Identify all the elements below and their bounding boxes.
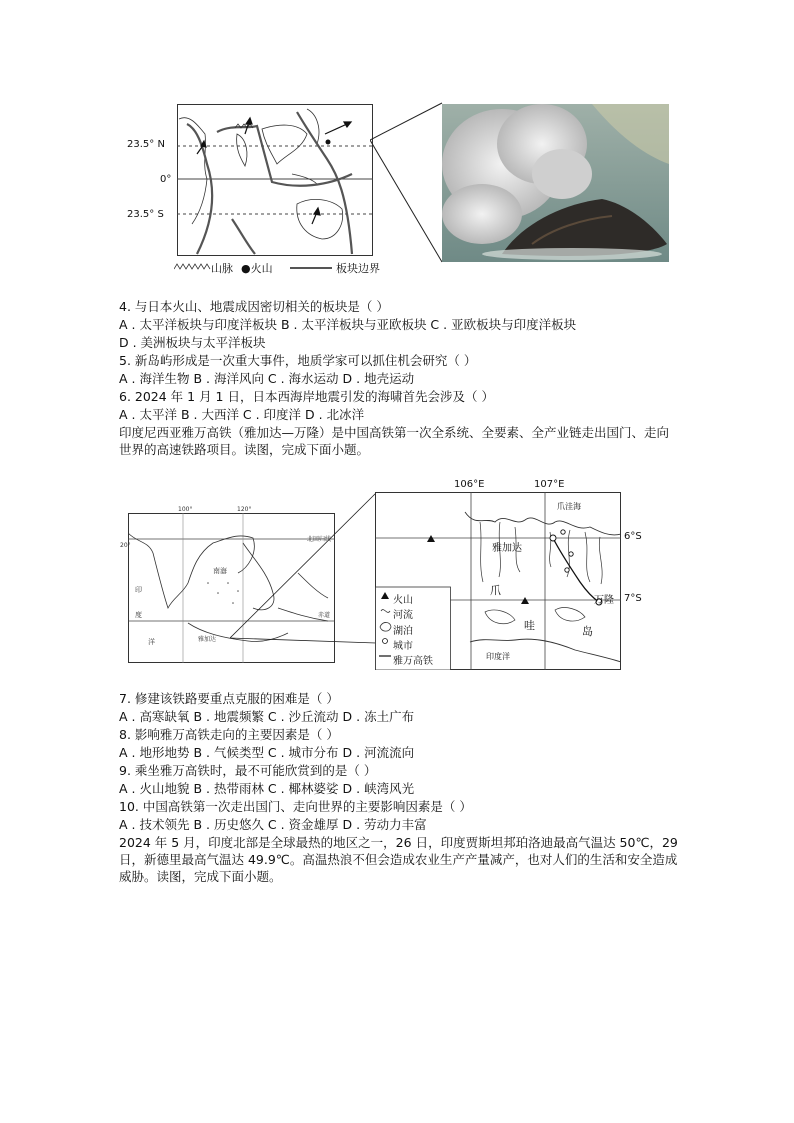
java-char-dao: 岛 <box>582 625 593 638</box>
intro-heatwave: 2024 年 5 月，印度北部是全球最热的地区之一，26 日，印度贾斯坦邦珀洛迪最高气温达 50℃，29 日，新德里最高气温达 49.9℃。高温热浪不但会造成农业生产产量减产，也对人们的生活和安全造成威胁。读图，完成下面小题。 <box>119 835 678 884</box>
ocean-char-yin: 印 <box>135 586 142 594</box>
legend-boundary: 板块边界 <box>336 262 380 275</box>
legend-boundary-line <box>290 267 332 269</box>
lon-106-label: 106°E <box>454 479 485 490</box>
q5-stem: 5. 新岛屿形成是一次重大事件，地质学家可以抓住机会研究（ ） <box>119 353 477 368</box>
lon-120-label: 120° <box>237 506 252 513</box>
indian-ocean-label: 印度洋 <box>486 652 510 661</box>
q4-options: A . 太平洋板块与印度洋板块 B . 太平洋板块与亚欧板块 C . 亚欧板块与印度洋板块 <box>119 317 577 332</box>
mountain-legend-icon <box>174 260 214 272</box>
volcano-photo <box>442 104 669 262</box>
lat-6s-label: 6°S <box>624 531 642 542</box>
legend-volcano: ●火山 <box>241 262 273 275</box>
java-sea-label: 爪洼海 <box>557 502 581 511</box>
q8-options: A . 地形地势 B . 气候类型 C . 城市分布 D . 河流流向 <box>119 745 415 760</box>
lat-20-label: 20° <box>120 542 131 549</box>
lat-7s-label: 7°S <box>624 593 642 604</box>
equator-label: 赤道 <box>318 612 331 619</box>
zoom-connector <box>230 488 380 648</box>
q4-option-d: D . 美洲板块与太平洋板块 <box>119 335 266 350</box>
tropic-label: 北回归线 <box>307 536 332 543</box>
q6-stem: 6. 2024 年 1 月 1 日，日本西海岸地震引发的海啸首先会涉及（ ） <box>119 389 494 404</box>
ocean-char-du: 度 <box>135 611 142 619</box>
jakarta-label: 雅加达 <box>492 543 522 554</box>
legend-river-text: 河流 <box>393 610 413 621</box>
q10-stem: 10. 中国高铁第一次走出国门、走向世界的主要影响因素是（ ） <box>119 799 472 814</box>
lat-23n-label: 23.5° N <box>127 139 165 150</box>
legend-city-text: 城市 <box>393 641 413 652</box>
q5-options: A . 海洋生物 B . 海洋风向 C . 海水运动 D . 地壳运动 <box>119 371 415 386</box>
legend-mountain: 山脉 <box>211 262 233 275</box>
java-char-zhua: 爪 <box>490 584 501 597</box>
south-sea-label: 南海 <box>213 567 227 575</box>
q9-stem: 9. 乘坐雅万高铁时，最不可能欣赏到的是（ ） <box>119 763 377 778</box>
jakarta-small-label: 雅加达 <box>198 636 217 643</box>
plate-map <box>177 104 373 256</box>
java-char-wa: 哇 <box>524 619 535 632</box>
q8-stem: 8. 影响雅万高铁走向的主要因素是（ ） <box>119 727 339 742</box>
japan-volcano-dot <box>326 140 331 145</box>
ocean-char-yang: 洋 <box>148 638 155 646</box>
lon-107-label: 107°E <box>534 479 565 490</box>
q6-options: A . 太平洋 B . 大西洋 C . 印度洋 D . 北冰洋 <box>119 407 365 422</box>
q7-options: A . 高寒缺氧 B . 地震频繁 C . 沙丘流动 D . 冻土广布 <box>119 709 415 724</box>
connector-lines <box>370 100 445 270</box>
lat-equator-label: 0° <box>160 174 172 185</box>
q7-stem: 7. 修建该铁路要重点克服的困难是（ ） <box>119 691 339 706</box>
lat-23s-label: 23.5° S <box>127 209 164 220</box>
bandung-label: 万隆 <box>594 595 614 606</box>
legend-railway-text: 雅万高铁 <box>393 656 433 667</box>
q4-stem: 4. 与日本火山、地震成因密切相关的板块是（ ） <box>119 299 389 314</box>
legend-city-icon <box>383 639 388 644</box>
q9-options: A . 火山地貌 B . 热带雨林 C . 椰林婆娑 D . 峡湾风光 <box>119 781 415 796</box>
intro-railway: 印度尼西亚雅万高铁（雅加达—万隆）是中国高铁第一次全系统、全要素、全产业链走出国门、走向世界的高速铁路项目。读图，完成下面小题。 <box>119 425 670 457</box>
lon-100-label: 100° <box>178 506 193 513</box>
q10-options: A . 技术领先 B . 历史悠久 C . 资金雄厚 D . 劳动力丰富 <box>119 817 427 832</box>
legend-volcano-text: 火山 <box>393 595 413 606</box>
legend-lake-text: 湖泊 <box>393 626 413 637</box>
